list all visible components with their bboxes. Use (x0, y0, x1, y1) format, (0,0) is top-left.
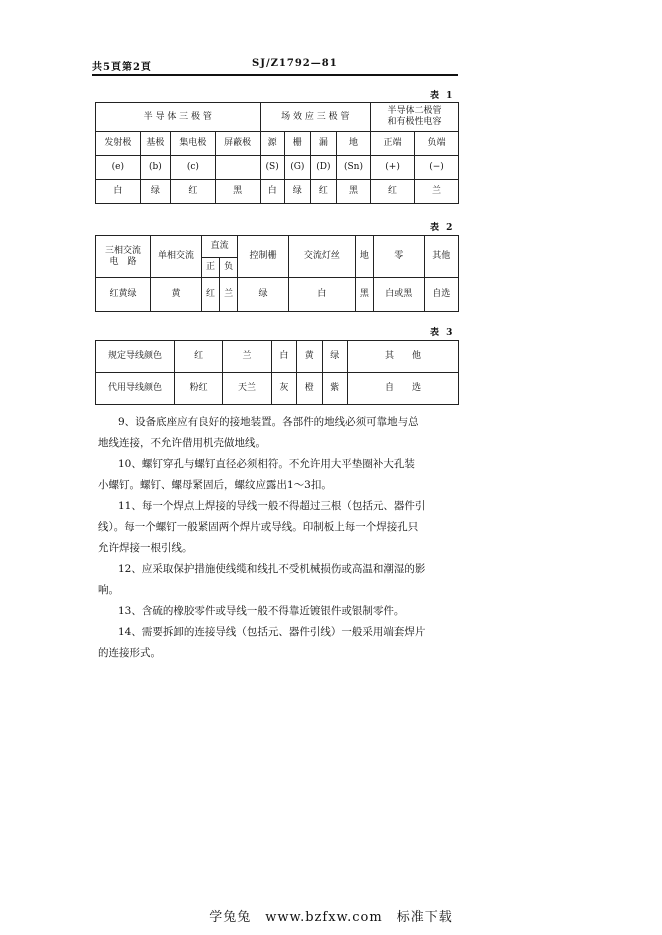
t1-symbol: (G) (284, 156, 310, 180)
t1-color: 白 (96, 180, 141, 204)
t1-color: 绿 (140, 180, 170, 204)
t3-cell: 绿 (322, 341, 348, 373)
t1-name: 漏 (310, 132, 336, 156)
t3-cell: 自 选 (348, 373, 459, 405)
t3-row-name: 代用导线颜色 (96, 373, 175, 405)
paragraph-line: 14、需要拆卸的连接导线（包括元、器件引线）一般采用端套焊片 (118, 626, 426, 638)
t1-color: 红 (371, 180, 415, 204)
t1-symbol: (S) (260, 156, 284, 180)
t1-symbol: (+) (371, 156, 415, 180)
t3-cell: 白 (271, 341, 296, 373)
t2-header-dc-positive: 正 (202, 258, 220, 278)
t1-color: 黑 (336, 180, 370, 204)
table1-label: 表 1 (430, 91, 455, 101)
paragraph-line: 10、螺钉穿孔与螺钉直径必须相符。不允许用大平垫圈补大孔装 (118, 458, 415, 470)
group-diode: 半导体二极管 和有极性电容 (371, 103, 459, 132)
paragraph-line: 小螺钉。螺钉、螺母紧固后，螺纹应露出1～3扣。 (98, 479, 332, 491)
t1-color: 绿 (284, 180, 310, 204)
paragraph-line: 的连接形式。 (98, 647, 161, 659)
paragraph-line: 线）。每一个螺钉一般紧固两个焊片或导线。印制板上每一个焊接孔只 (98, 521, 419, 533)
t2-header-dc-negative: 负 (220, 258, 238, 278)
t2-cell: 自选 (424, 278, 458, 312)
t1-symbol: (e) (96, 156, 141, 180)
body-text (98, 412, 458, 664)
t2-header-zero: 零 (373, 236, 424, 278)
t2-cell: 红黄绿 (96, 278, 151, 312)
t2-header-control-grid: 控制栅 (238, 236, 289, 278)
table-1 (95, 102, 459, 204)
t1-name: 集电极 (171, 132, 216, 156)
t2-cell: 黄 (151, 278, 202, 312)
paragraph-line: 11、每一个焊点上焊接的导线一般不得超过三根（包括元、器件引 (118, 500, 426, 512)
t2-cell: 绿 (238, 278, 289, 312)
table-2 (95, 235, 459, 312)
t2-cell: 白 (288, 278, 355, 312)
group-transistor: 半 导 体 三 极 管 (96, 103, 261, 132)
t1-color: 黑 (215, 180, 260, 204)
standard-number: SJ/Z1792—81 (252, 58, 338, 69)
t1-color: 白 (260, 180, 284, 204)
t1-color: 兰 (415, 180, 459, 204)
t3-cell: 灰 (271, 373, 296, 405)
paragraph-line: 允许焊接一根引线。 (98, 542, 193, 554)
page-count: 共5頁第2頁 (92, 62, 152, 73)
t2-header-ground: 地 (355, 236, 373, 278)
t1-name: 负端 (415, 132, 459, 156)
table3-label: 表 3 (430, 328, 455, 338)
t1-symbol: (Sn) (336, 156, 370, 180)
t2-cell: 白或黑 (373, 278, 424, 312)
t2-cell: 兰 (220, 278, 238, 312)
t1-name: 发射极 (96, 132, 141, 156)
table2-label: 表 2 (430, 223, 455, 233)
t1-name: 屏蔽极 (215, 132, 260, 156)
t3-cell: 黄 (297, 341, 322, 373)
paragraph-line: 9、设备底座应有良好的接地装置。各部件的地线必须可靠地与总 (118, 416, 419, 428)
t1-name: 基极 (140, 132, 170, 156)
t1-symbol (215, 156, 260, 180)
t1-name: 地 (336, 132, 370, 156)
t1-name: 正端 (371, 132, 415, 156)
t1-color: 红 (310, 180, 336, 204)
watermark-footer: 学兔兔 www.bzfxw.com 标准下载 (209, 910, 453, 925)
t3-row-name: 规定导线颜色 (96, 341, 175, 373)
t2-header-other: 其他 (424, 236, 458, 278)
t1-symbol: (−) (415, 156, 459, 180)
paragraph-line: 响。 (98, 584, 119, 596)
paragraph-line: 13、含硫的橡胶零件或导线一般不得靠近镀银件或银制零件。 (118, 605, 405, 617)
t1-symbol: (b) (140, 156, 170, 180)
t3-cell: 红 (175, 341, 223, 373)
paragraph-line: 12、应采取保护措施使线缆和线扎不受机械损伤或高温和潮湿的影 (118, 563, 426, 575)
t1-symbol: (c) (171, 156, 216, 180)
t2-header-three-phase: 三相交流 电 路 (96, 236, 151, 278)
t3-cell: 其 他 (348, 341, 459, 373)
t1-symbol: (D) (310, 156, 336, 180)
t3-cell: 粉红 (175, 373, 223, 405)
t1-name: 栅 (284, 132, 310, 156)
t2-header-dc: 直流 (202, 236, 238, 258)
t2-header-single-phase: 单相交流 (151, 236, 202, 278)
t3-cell: 天兰 (223, 373, 271, 405)
header-rule (92, 74, 458, 76)
t2-cell: 红 (202, 278, 220, 312)
paragraph-line: 地线连接，不允许借用机壳做地线。 (98, 437, 266, 449)
t1-color: 红 (171, 180, 216, 204)
group-fet: 场 效 应 三 极 管 (260, 103, 371, 132)
t1-name: 源 (260, 132, 284, 156)
t2-header-ac-filament: 交流灯丝 (288, 236, 355, 278)
t3-cell: 紫 (322, 373, 348, 405)
table-3 (95, 340, 459, 405)
t3-cell: 橙 (297, 373, 322, 405)
t3-cell: 兰 (223, 341, 271, 373)
t2-cell: 黑 (355, 278, 373, 312)
